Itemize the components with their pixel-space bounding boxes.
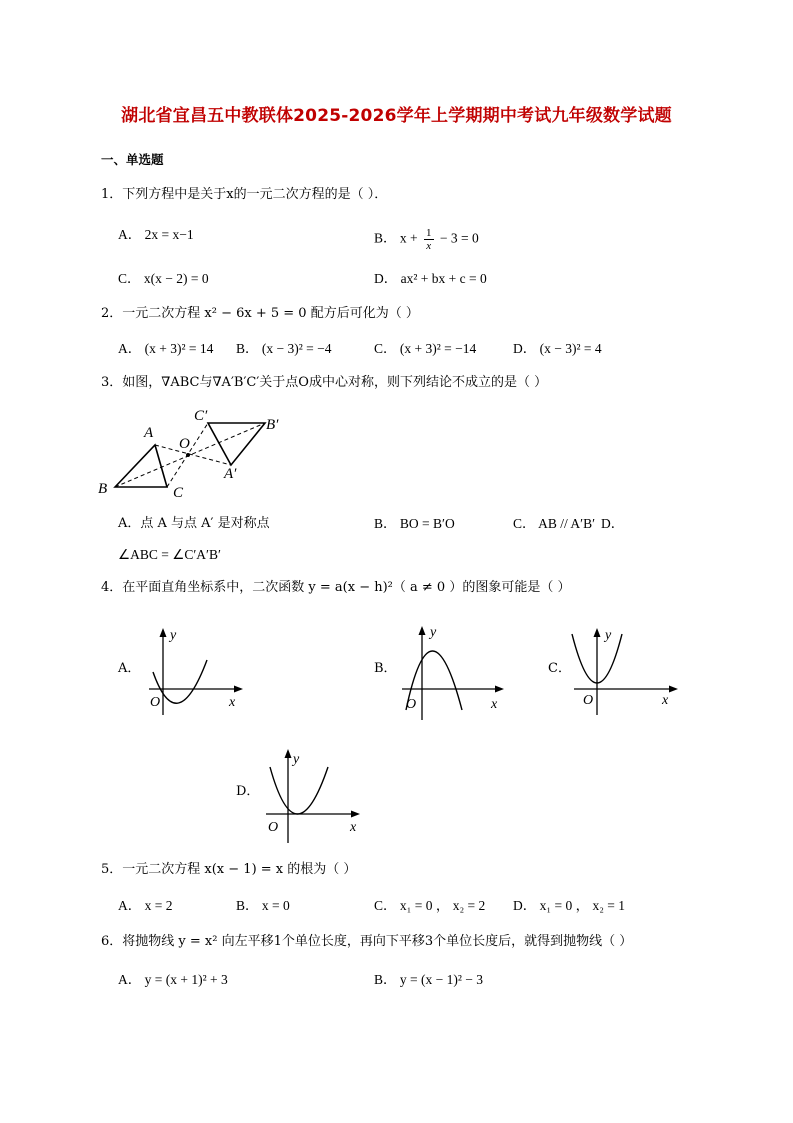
q4-option-c-label: C． [548,661,571,676]
label-a: A [144,425,154,441]
q1-option-b-post: − 3 = 0 [439,230,479,246]
q5-option-d: D． x₁ = 0 ， x₂ = 1 [513,898,626,913]
triangle-abc [115,445,167,487]
q2-stem: 2．一元二次方程 x² − 6x + 5 = 0 配方后可化为（ ） [101,306,419,321]
q3-stem: 3．如图，∇ABC与∇A′B′C′关于点O成中心对称，则下列结论不成立的是（ ） [101,375,548,390]
q2-option-b: B． (x − 3)² = −4 [236,341,332,356]
label-c-prime: C′ [194,408,208,424]
q3-option-d-tail: ∠ABC = ∠C′A′B′ [118,547,221,562]
q4d-y-label: y [293,752,300,767]
q1-option-b-numerator: 1 [426,227,432,239]
q4-graph-b [398,622,508,722]
q1-option-b [374,227,479,252]
q2-option-c: C． (x + 3)² = −14 [374,341,477,356]
q4a-origin-label: O [150,695,161,710]
q4-graph-d [262,745,367,845]
q4-option-a-label: A． [118,661,141,676]
q3-option-d-head: D． [601,516,625,531]
q4-option-b-label: B． [374,661,397,676]
q2-option-d: D． (x − 3)² = 4 [513,341,602,356]
q4-graph-c [570,622,682,717]
q4b-origin-label: O [406,697,417,712]
q1-option-b-denominator: x [426,240,432,252]
q4c-x-label: x [662,693,669,708]
label-c: C [173,485,184,501]
label-b-prime: B′ [266,417,279,433]
q6-option-b: B． y = (x − 1)² − 3 [374,972,484,987]
q5-option-c: C． x₁ = 0 ， x₂ = 2 [374,898,486,913]
exam-title: 湖北省宜昌五中教联体2025-2026学年上学期期中考试九年级数学试题 [121,106,672,126]
q4-stem: 4．在平面直角坐标系中，二次函数 y = a(x − h)²（ a ≠ 0 ）的图象可能是（ ） [101,580,571,595]
q4a-y-label: y [170,628,177,643]
q5-stem: 5．一元二次方程 x(x − 1) = x 的根为（ ） [101,862,357,877]
q6-option-a: A． y = (x + 1)² + 3 [118,972,228,987]
section-heading: 一、单选题 [101,152,164,167]
q3-figure [95,405,295,501]
q6-stem: 6．将抛物线 y = x² 向左平移1个单位长度，再向下平移3个单位长度后，就得到抛物线（ ） [101,934,633,949]
label-b: B [98,481,108,497]
q4-graph-a [145,622,250,717]
dashed-line-aa2 [155,445,231,465]
q1-option-c: C． x(x − 2) = 0 [118,271,209,286]
label-a-prime: A′ [224,466,237,482]
q4-option-d-label: D． [236,784,260,799]
q4b-x-label: x [491,697,498,712]
q4b-y-label: y [430,625,437,640]
center-point-o [186,453,190,457]
label-o: O [179,436,190,452]
q3-option-a: A．点 A 与点 A′ 是对称点 [118,516,270,531]
q4c-y-label: y [605,628,612,643]
q5-option-b: B． x = 0 [236,898,290,913]
q4d-origin-label: O [268,820,279,835]
q4c-origin-label: O [583,693,594,708]
q5-option-a: A． x = 2 [118,898,173,913]
q3-option-b: B． BO = B′O [374,516,455,531]
q1-option-d: D． ax² + bx + c = 0 [374,271,487,286]
q1-option-b-pre: B． x + [374,230,418,246]
q4d-x-label: x [350,820,357,835]
q4a-x-label: x [229,695,236,710]
q3-option-c: C． AB // A′B′ [513,516,596,531]
q1-option-b-fraction [424,227,434,252]
q1-stem: 1．下列方程中是关于x的一元二次方程的是（ ）． [101,187,388,202]
triangle-a2b2c2 [208,423,265,465]
q2-option-a: A． (x + 3)² = 14 [118,341,214,356]
q1-option-a: A． 2x = x−1 [118,227,194,242]
